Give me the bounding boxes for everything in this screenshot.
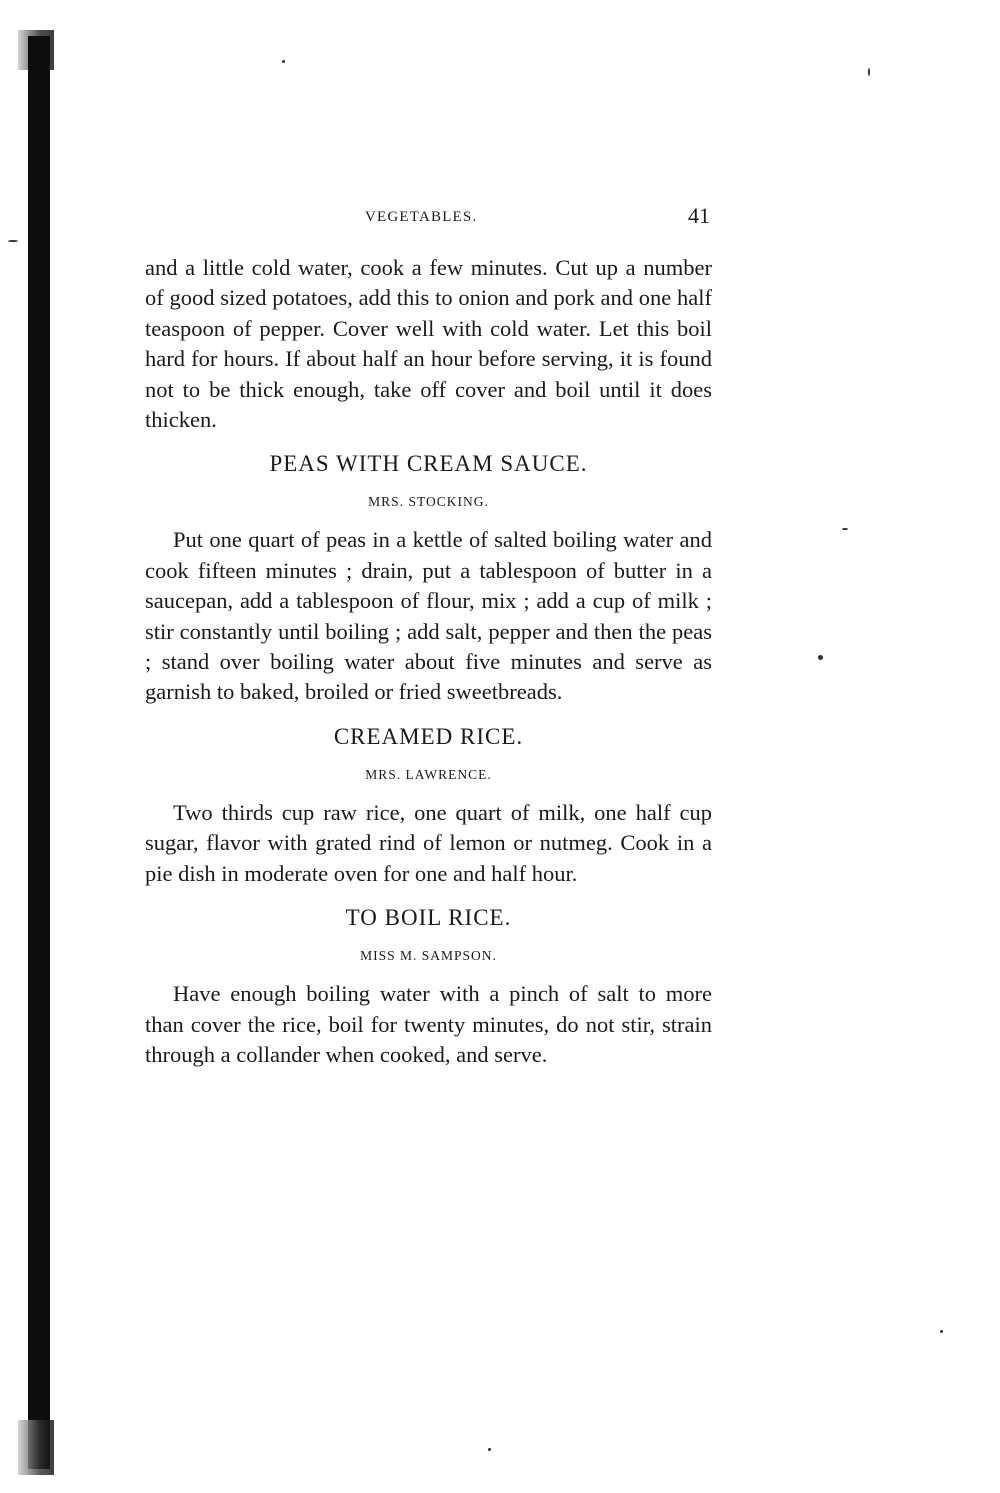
recipe-title: TO BOIL RICE. bbox=[345, 905, 512, 931]
recipe-author: MRS. LAWRENCE. bbox=[365, 766, 492, 782]
continuation-paragraph: and a little cold water, cook a few minutes. Cut up a number of good sized potatoes, add this to onion and pork and one half teaspoon of pepper. Cover well with cold water. Let this boil hard for hours. If about half an hour before serving, it is found not to be thick enough, take off cover and boil until it does thicken. bbox=[145, 255, 712, 433]
recipe-to-boil-rice bbox=[145, 903, 712, 1070]
page-body bbox=[145, 253, 712, 1070]
recipe-title: PEAS WITH CREAM SAUCE. bbox=[269, 451, 588, 477]
recipe-text: Have enough boiling water with a pinch of salt to more than cover the rice, boil for twenty minutes, do not stir, strain through a collander when cooked, and serve. bbox=[145, 981, 712, 1067]
recipe-text: Put one quart of peas in a kettle of salted boiling water and cook fifteen minutes ; drain, put a tablespoon of butter in a saucepan, add a tablespoon of flour, mix ; add a cup of milk ; stir constantly until boiling ; add salt, pepper and then the peas ; stand over boiling water about five minutes and serve as garnish to baked, broiled or fried sweetbreads. bbox=[145, 527, 712, 705]
scan-speck bbox=[842, 528, 848, 530]
page-binding-edge bbox=[28, 36, 50, 1469]
recipe-creamed-rice bbox=[145, 722, 712, 889]
scan-speck bbox=[940, 1330, 943, 1333]
scan-speck bbox=[488, 1448, 491, 1451]
scan-speck bbox=[868, 68, 870, 76]
running-title: VEGETABLES. bbox=[365, 209, 478, 225]
scan-speck bbox=[818, 655, 823, 660]
running-head bbox=[145, 203, 712, 233]
recipe-author: MRS. STOCKING. bbox=[368, 494, 489, 510]
recipe-text: Two thirds cup raw rice, one quart of milk, one half cup sugar, flavor with grated rind of lemon or nutmeg. Cook in a pie dish in moderate oven for one and half hour. bbox=[145, 799, 712, 886]
recipe-author: MISS M. SAMPSON. bbox=[360, 948, 497, 964]
recipe-title: CREAMED RICE. bbox=[333, 723, 524, 749]
scan-speck bbox=[282, 60, 285, 63]
recipe-peas-with-cream-sauce bbox=[145, 449, 712, 707]
page-number: 41 bbox=[688, 203, 710, 228]
page-binding-bottom bbox=[18, 1420, 54, 1475]
scan-speck bbox=[8, 240, 18, 242]
